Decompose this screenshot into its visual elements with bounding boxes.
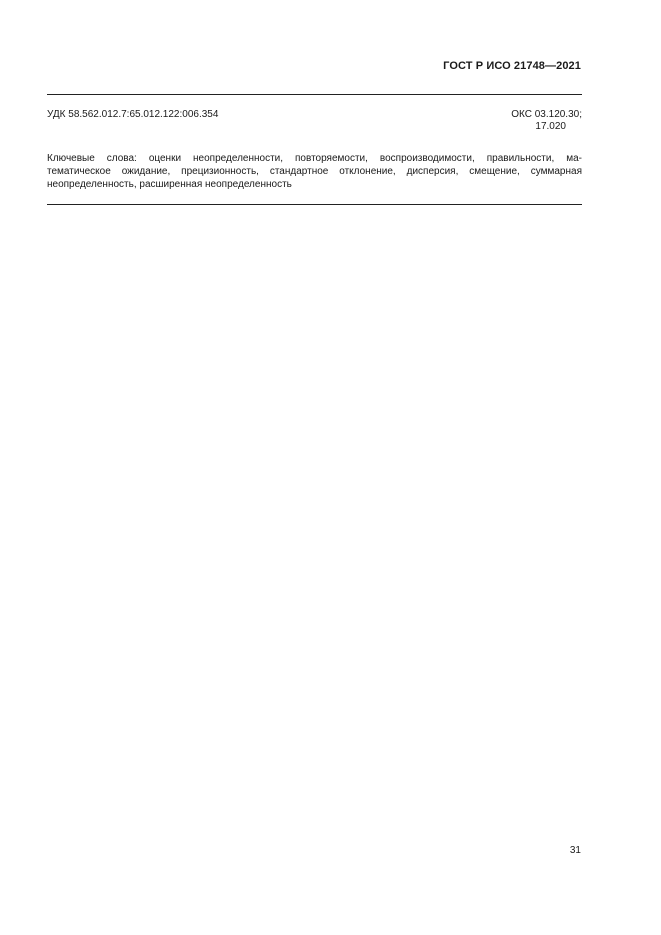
udk-code: УДК 58.562.012.7:65.012.122:006.354 — [47, 109, 219, 120]
oks-line-1: ОКС 03.120.30; — [511, 109, 582, 120]
page-number: 31 — [569, 845, 581, 856]
keywords-line-2: тематическое ожидание, прецизионность, стандартное отклонение, дисперсия, смещение, суммарная — [47, 166, 582, 177]
keywords-paragraph — [47, 152, 582, 191]
keywords-line-1: Ключевые слова: оценки неопределенности, повторяемости, воспроизводимости, правильности, ма- — [47, 153, 582, 164]
keywords-line-3: неопределенность, расширенная неопределенность — [47, 179, 292, 190]
oks-line-2: 17.020 — [535, 121, 566, 132]
oks-code — [511, 109, 582, 133]
bottom-divider — [47, 204, 582, 205]
standard-code: ГОСТ Р ИСО 21748—2021 — [443, 60, 581, 72]
top-divider — [47, 94, 582, 95]
